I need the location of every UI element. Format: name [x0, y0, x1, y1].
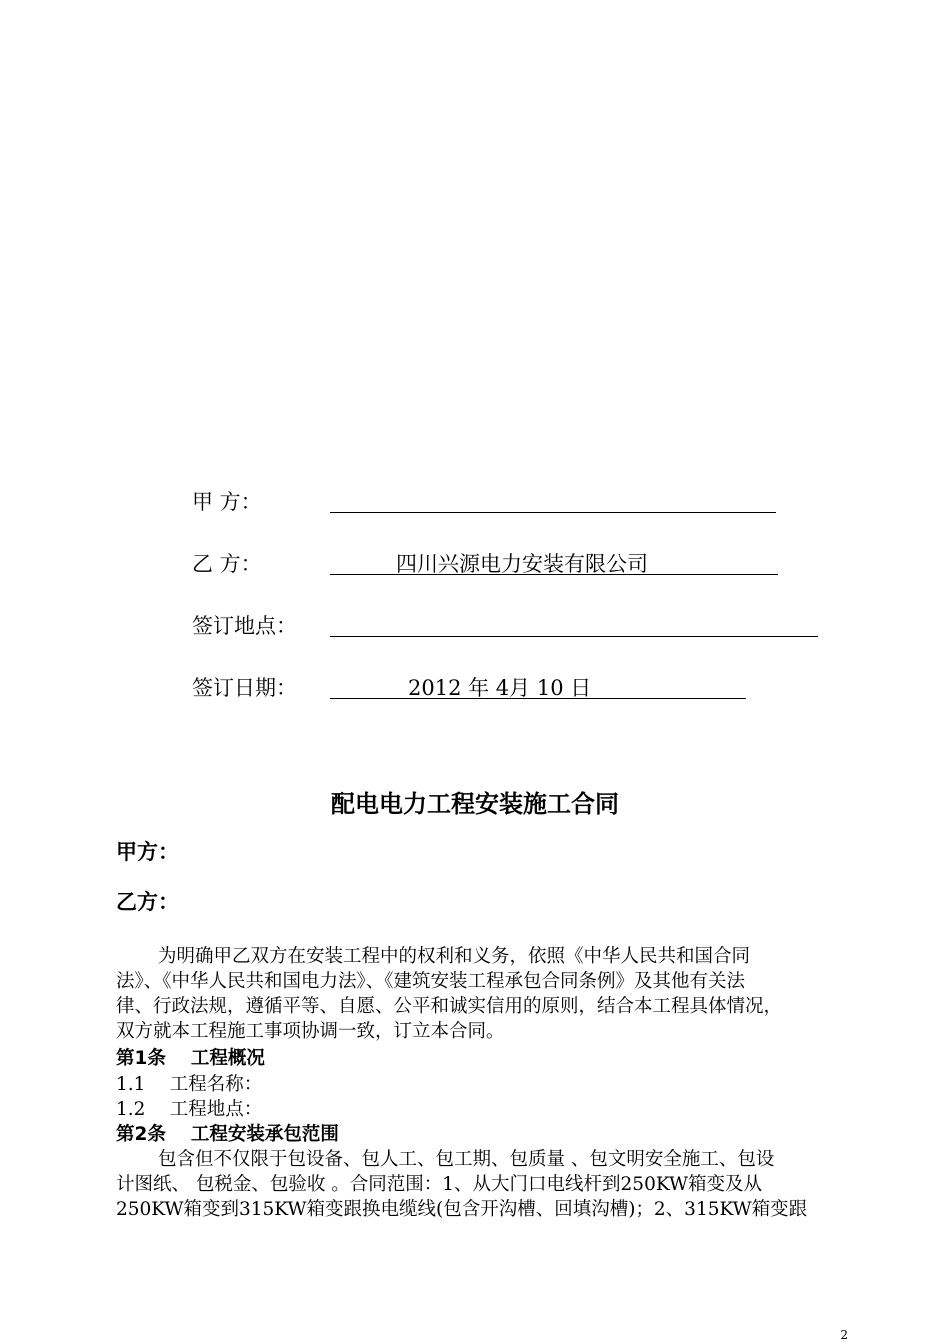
party-b-label: 乙 方：: [192, 552, 262, 576]
sign-date-label: 签订日期：: [192, 676, 297, 700]
article-2-line-1: 包含但不仅限于包设备、包人工、包工期、包质量 、包文明安全施工、包设: [158, 1149, 775, 1170]
article-1-heading: 第1条 工程概况: [116, 1048, 265, 1069]
preamble-line-4: 双方就本工程施工事项协调一致，订立本合同。: [116, 1021, 505, 1042]
article-2-line-3: 250KW箱变到315KW箱变跟换电缆线(包含开沟槽、回填沟槽)；2、315KW箱变跟: [116, 1199, 808, 1220]
party-b-line: [330, 548, 778, 575]
sign-date-line: [330, 672, 746, 699]
article-2-heading: 第2条 工程安装承包范围: [116, 1124, 339, 1145]
page-number: 2: [840, 1328, 848, 1342]
sign-date-value: 2012 年 4月 10 日: [408, 676, 592, 700]
sign-place-line: [330, 610, 818, 637]
article-1-item-2: 1.2 工程地点：: [116, 1099, 263, 1120]
party-a-line: [330, 486, 776, 513]
party-b-value: 四川兴源电力安装有限公司: [396, 552, 648, 576]
preamble-line-2: 法》、《中华人民共和国电力法》、《建筑安装工程承包合同条例》及其他有关法: [116, 971, 746, 992]
party-a-label: 甲 方：: [192, 490, 262, 514]
article-2-line-2: 计图纸、 包税金、包验收 。合同范围：1、从大门口电线杆到250KW箱变及从: [116, 1174, 763, 1195]
contract-title: 配电电力工程安装施工合同: [331, 790, 619, 818]
article-1-item-1: 1.1 工程名称：: [116, 1074, 263, 1095]
contract-party-b: 乙方：: [116, 890, 179, 914]
sign-place-label: 签订地点：: [192, 614, 297, 638]
contract-party-a: 甲方：: [116, 840, 179, 864]
preamble-line-1: 为明确甲乙双方在安装工程中的权利和义务，依照《中华人民共和国合同: [158, 946, 751, 967]
preamble-line-3: 律、行政法规，遵循平等、自愿、公平和诚实信用的原则，结合本工程具体情况，: [116, 996, 783, 1017]
